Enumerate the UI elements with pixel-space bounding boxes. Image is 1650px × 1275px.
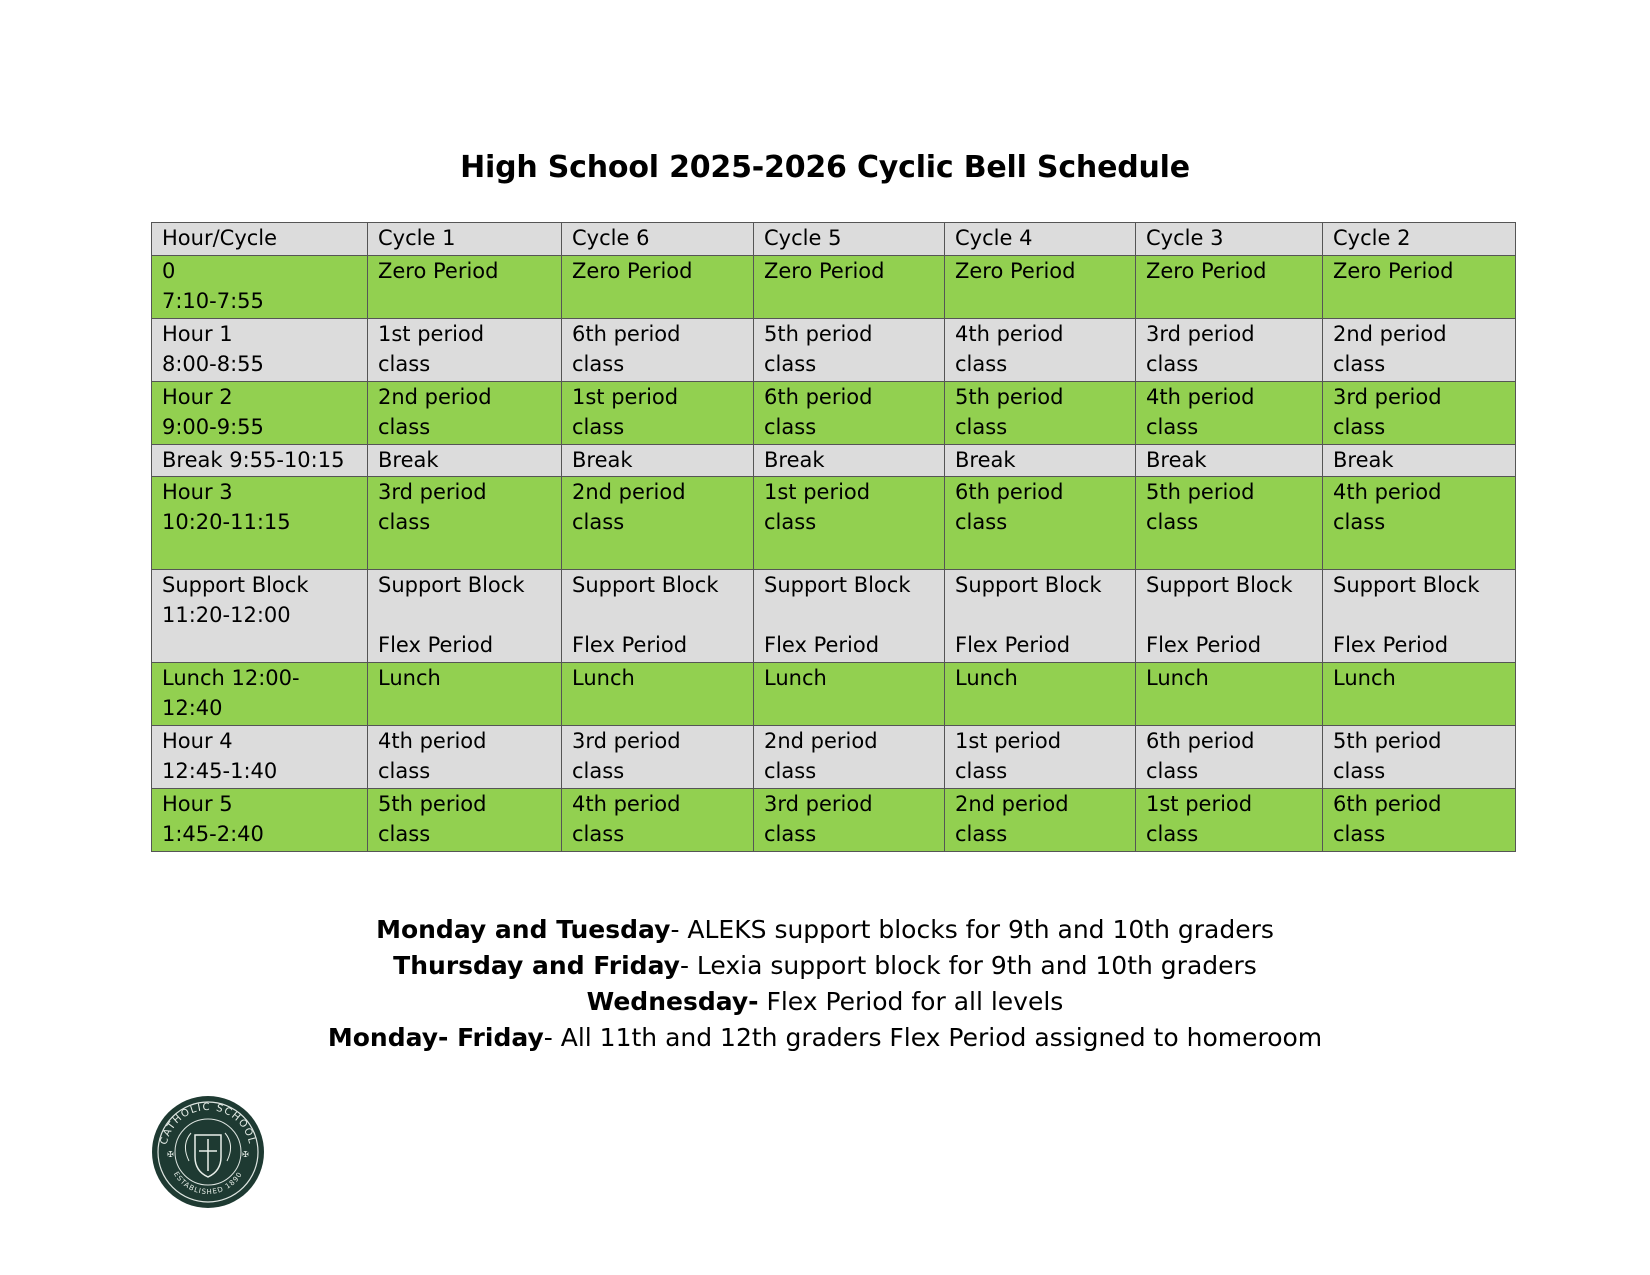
class-cell: 3rd period class xyxy=(562,726,754,789)
class-cell: Lunch xyxy=(562,663,754,726)
header-cell: Cycle 4 xyxy=(945,223,1136,256)
class-cell: 1st period class xyxy=(945,726,1136,789)
class-cell: 6th period class xyxy=(945,477,1136,570)
header-cell: Cycle 2 xyxy=(1323,223,1516,256)
class-cell: 3rd period class xyxy=(754,789,945,852)
class-cell: 3rd period class xyxy=(1323,382,1516,445)
class-cell: 4th period class xyxy=(945,319,1136,382)
hour-cell: Support Block 11:20-12:00 xyxy=(152,570,368,663)
note-line xyxy=(0,1020,1650,1056)
class-cell: Lunch xyxy=(754,663,945,726)
class-cell: Lunch xyxy=(1136,663,1323,726)
class-cell: Support Block Flex Period xyxy=(562,570,754,663)
header-row xyxy=(152,223,1516,256)
class-cell: 4th period class xyxy=(1323,477,1516,570)
svg-text:ESTABLISHED 1890: ESTABLISHED 1890 xyxy=(171,1170,245,1197)
schedule-row xyxy=(152,319,1516,382)
bell-schedule-table xyxy=(151,222,1516,852)
class-cell: Support Block Flex Period xyxy=(1323,570,1516,663)
class-cell: Support Block Flex Period xyxy=(368,570,562,663)
note-text: Flex Period for all levels xyxy=(758,987,1064,1016)
class-cell: Lunch xyxy=(368,663,562,726)
svg-text:✠: ✠ xyxy=(242,1150,249,1159)
hour-cell: Break 9:55-10:15 xyxy=(152,445,368,477)
schedule-row xyxy=(152,570,1516,663)
header-cell: Cycle 3 xyxy=(1136,223,1323,256)
schedule-row xyxy=(152,382,1516,445)
schedule-row xyxy=(152,445,1516,477)
class-cell: Zero Period xyxy=(368,256,562,319)
class-cell: 5th period class xyxy=(754,319,945,382)
class-cell: Break xyxy=(1136,445,1323,477)
hour-cell: Hour 5 1:45-2:40 xyxy=(152,789,368,852)
note-day: Monday and Tuesday xyxy=(376,915,671,944)
note-text: - Lexia support block for 9th and 10th graders xyxy=(679,951,1257,980)
note-line xyxy=(0,912,1650,948)
class-cell: Lunch xyxy=(1323,663,1516,726)
class-cell: 1st period class xyxy=(1136,789,1323,852)
class-cell: Break xyxy=(754,445,945,477)
header-cell: Cycle 5 xyxy=(754,223,945,256)
svg-text:✠: ✠ xyxy=(167,1150,174,1159)
class-cell: Zero Period xyxy=(945,256,1136,319)
class-cell: 1st period class xyxy=(562,382,754,445)
class-cell: 4th period class xyxy=(1136,382,1323,445)
schedule-row xyxy=(152,789,1516,852)
class-cell: 4th period class xyxy=(368,726,562,789)
hour-cell: Lunch 12:00- 12:40 xyxy=(152,663,368,726)
schedule-row xyxy=(152,477,1516,570)
schedule-notes xyxy=(0,912,1650,1056)
note-text: - ALEKS support blocks for 9th and 10th graders xyxy=(670,915,1274,944)
schedule-row xyxy=(152,663,1516,726)
class-cell: 2nd period class xyxy=(562,477,754,570)
page-title: High School 2025-2026 Cyclic Bell Schedule xyxy=(460,150,1190,185)
hour-cell: Hour 4 12:45-1:40 xyxy=(152,726,368,789)
class-cell: 5th period class xyxy=(945,382,1136,445)
class-cell: 6th period class xyxy=(754,382,945,445)
hour-cell: 0 7:10-7:55 xyxy=(152,256,368,319)
class-cell: Support Block Flex Period xyxy=(754,570,945,663)
header-cell: Cycle 1 xyxy=(368,223,562,256)
class-cell: Zero Period xyxy=(562,256,754,319)
schedule-row xyxy=(152,256,1516,319)
class-cell: Support Block Flex Period xyxy=(945,570,1136,663)
class-cell: Zero Period xyxy=(754,256,945,319)
hour-cell: Hour 3 10:20-11:15 xyxy=(152,477,368,570)
class-cell: Break xyxy=(368,445,562,477)
class-cell: 2nd period class xyxy=(368,382,562,445)
hour-cell: Hour 2 9:00-9:55 xyxy=(152,382,368,445)
class-cell: Support Block Flex Period xyxy=(1136,570,1323,663)
class-cell: Zero Period xyxy=(1136,256,1323,319)
svg-text:CATHOLIC SCHOOL: CATHOLIC SCHOOL xyxy=(158,1101,258,1146)
header-cell: Hour/Cycle xyxy=(152,223,368,256)
class-cell: Zero Period xyxy=(1323,256,1516,319)
class-cell: 2nd period class xyxy=(945,789,1136,852)
class-cell: Break xyxy=(562,445,754,477)
school-seal-icon xyxy=(151,1095,265,1209)
class-cell: 4th period class xyxy=(562,789,754,852)
note-day: Thursday and Friday xyxy=(393,951,680,980)
class-cell: 5th period class xyxy=(368,789,562,852)
class-cell: 3rd period class xyxy=(368,477,562,570)
class-cell: Break xyxy=(1323,445,1516,477)
note-line xyxy=(0,984,1650,1020)
note-day: Wednesday- xyxy=(586,987,759,1016)
class-cell: 2nd period class xyxy=(1323,319,1516,382)
class-cell: Lunch xyxy=(945,663,1136,726)
class-cell: 5th period class xyxy=(1136,477,1323,570)
class-cell: 6th period class xyxy=(1136,726,1323,789)
header-cell: Cycle 6 xyxy=(562,223,754,256)
class-cell: 3rd period class xyxy=(1136,319,1323,382)
schedule-row xyxy=(152,726,1516,789)
class-cell: 1st period class xyxy=(368,319,562,382)
class-cell: 5th period class xyxy=(1323,726,1516,789)
class-cell: 1st period class xyxy=(754,477,945,570)
note-text: - All 11th and 12th graders Flex Period assigned to homeroom xyxy=(543,1023,1323,1052)
class-cell: 6th period class xyxy=(1323,789,1516,852)
note-day: Monday- Friday xyxy=(327,1023,544,1052)
hour-cell: Hour 1 8:00-8:55 xyxy=(152,319,368,382)
class-cell: 2nd period class xyxy=(754,726,945,789)
class-cell: Break xyxy=(945,445,1136,477)
note-line xyxy=(0,948,1650,984)
class-cell: 6th period class xyxy=(562,319,754,382)
